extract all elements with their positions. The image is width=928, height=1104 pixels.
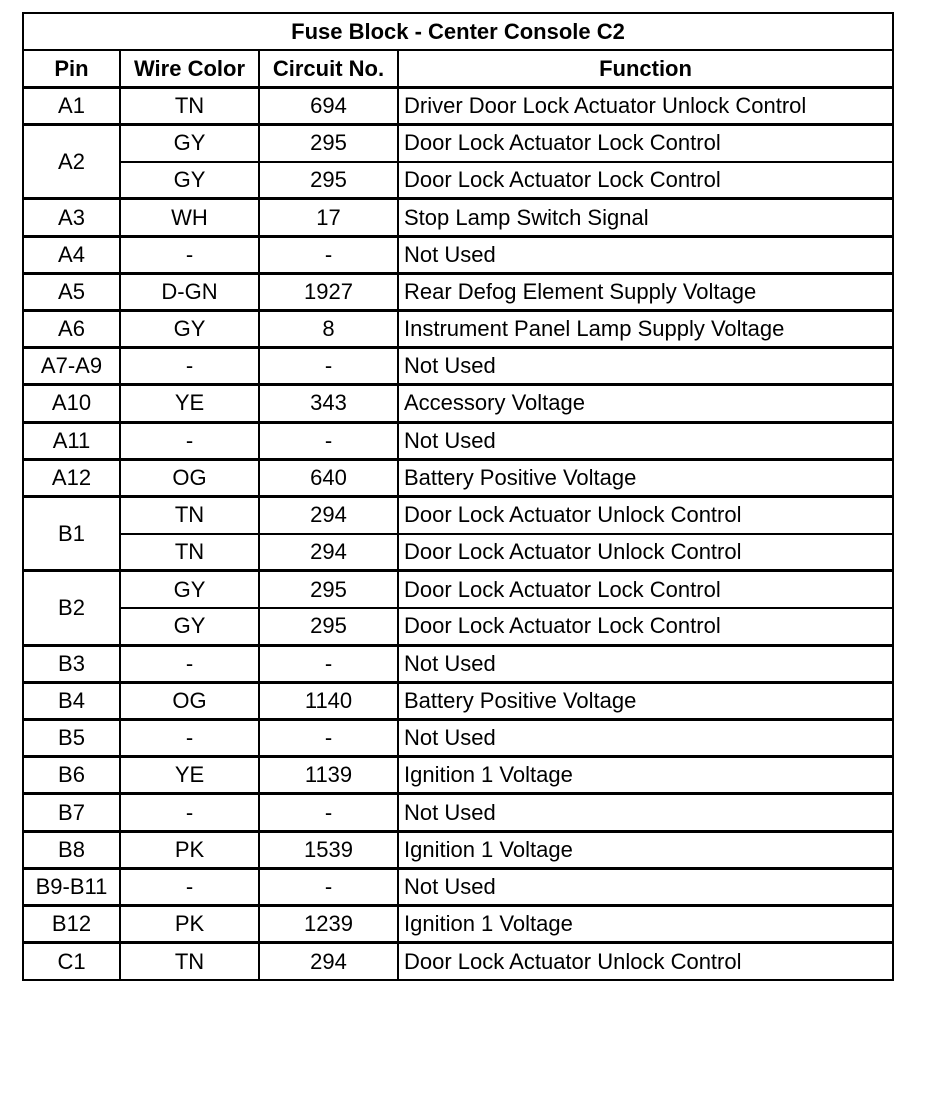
- circuit-no-cell: 294: [259, 943, 398, 980]
- pin-cell: A3: [23, 199, 120, 236]
- table-row: [23, 311, 893, 348]
- table-row: [23, 162, 893, 199]
- wire-color-cell: -: [120, 422, 259, 459]
- table-row: [23, 348, 893, 385]
- function-cell: Instrument Panel Lamp Supply Voltage: [398, 311, 893, 348]
- circuit-no-cell: 295: [259, 125, 398, 162]
- pin-cell: A10: [23, 385, 120, 422]
- circuit-no-cell: 17: [259, 199, 398, 236]
- wire-color-cell: OG: [120, 682, 259, 719]
- function-cell: Not Used: [398, 868, 893, 905]
- function-cell: Not Used: [398, 794, 893, 831]
- pin-cell: A1: [23, 87, 120, 124]
- table-row: [23, 645, 893, 682]
- circuit-no-cell: -: [259, 348, 398, 385]
- pin-cell: B4: [23, 682, 120, 719]
- function-cell: Door Lock Actuator Unlock Control: [398, 534, 893, 571]
- function-cell: Not Used: [398, 720, 893, 757]
- function-cell: Ignition 1 Voltage: [398, 757, 893, 794]
- circuit-no-cell: -: [259, 868, 398, 905]
- function-cell: Door Lock Actuator Unlock Control: [398, 496, 893, 533]
- function-cell: Door Lock Actuator Lock Control: [398, 608, 893, 645]
- wire-color-cell: GY: [120, 125, 259, 162]
- table-title: Fuse Block - Center Console C2: [23, 13, 893, 50]
- circuit-no-cell: 1927: [259, 273, 398, 310]
- circuit-no-cell: 640: [259, 459, 398, 496]
- pin-cell: A7-A9: [23, 348, 120, 385]
- wire-color-cell: TN: [120, 496, 259, 533]
- circuit-no-cell: 8: [259, 311, 398, 348]
- function-cell: Stop Lamp Switch Signal: [398, 199, 893, 236]
- wire-color-cell: -: [120, 645, 259, 682]
- function-cell: Not Used: [398, 645, 893, 682]
- circuit-no-cell: 694: [259, 87, 398, 124]
- circuit-no-cell: -: [259, 422, 398, 459]
- table-row: [23, 868, 893, 905]
- table-row: [23, 720, 893, 757]
- circuit-no-cell: -: [259, 236, 398, 273]
- table-row: [23, 534, 893, 571]
- wire-color-cell: -: [120, 720, 259, 757]
- function-cell: Door Lock Actuator Lock Control: [398, 162, 893, 199]
- table-row: [23, 943, 893, 980]
- table-row: [23, 757, 893, 794]
- pin-cell: A12: [23, 459, 120, 496]
- circuit-no-cell: 1139: [259, 757, 398, 794]
- wire-color-cell: WH: [120, 199, 259, 236]
- wire-color-cell: -: [120, 236, 259, 273]
- table-row: [23, 571, 893, 608]
- header-row: [23, 50, 893, 87]
- wire-color-cell: -: [120, 348, 259, 385]
- table-row: [23, 236, 893, 273]
- circuit-no-cell: 294: [259, 496, 398, 533]
- circuit-no-cell: 295: [259, 162, 398, 199]
- pin-cell: B5: [23, 720, 120, 757]
- pin-cell: A5: [23, 273, 120, 310]
- circuit-no-cell: 1140: [259, 682, 398, 719]
- header-pin: Pin: [23, 50, 120, 87]
- wire-color-cell: -: [120, 794, 259, 831]
- wire-color-cell: TN: [120, 534, 259, 571]
- circuit-no-cell: -: [259, 794, 398, 831]
- pin-cell: B6: [23, 757, 120, 794]
- table-row: [23, 199, 893, 236]
- function-cell: Accessory Voltage: [398, 385, 893, 422]
- circuit-no-cell: 295: [259, 608, 398, 645]
- table-row: [23, 87, 893, 124]
- table-row: [23, 496, 893, 533]
- pin-cell: A4: [23, 236, 120, 273]
- circuit-no-cell: 1539: [259, 831, 398, 868]
- wire-color-cell: D-GN: [120, 273, 259, 310]
- wire-color-cell: GY: [120, 571, 259, 608]
- function-cell: Driver Door Lock Actuator Unlock Control: [398, 87, 893, 124]
- function-cell: Battery Positive Voltage: [398, 682, 893, 719]
- circuit-no-cell: 294: [259, 534, 398, 571]
- pin-cell: B1: [23, 496, 120, 570]
- function-cell: Ignition 1 Voltage: [398, 906, 893, 943]
- header-circuit-no: Circuit No.: [259, 50, 398, 87]
- pin-cell: A2: [23, 125, 120, 199]
- table-row: [23, 385, 893, 422]
- function-cell: Ignition 1 Voltage: [398, 831, 893, 868]
- function-cell: Battery Positive Voltage: [398, 459, 893, 496]
- table-row: [23, 682, 893, 719]
- table-row: [23, 906, 893, 943]
- circuit-no-cell: -: [259, 720, 398, 757]
- wire-color-cell: TN: [120, 943, 259, 980]
- wire-color-cell: PK: [120, 906, 259, 943]
- table-row: [23, 459, 893, 496]
- wire-color-cell: YE: [120, 385, 259, 422]
- pin-cell: C1: [23, 943, 120, 980]
- wire-color-cell: YE: [120, 757, 259, 794]
- pin-cell: B8: [23, 831, 120, 868]
- function-cell: Not Used: [398, 236, 893, 273]
- table-row: [23, 831, 893, 868]
- table-body: [23, 87, 893, 980]
- function-cell: Not Used: [398, 422, 893, 459]
- wire-color-cell: TN: [120, 87, 259, 124]
- function-cell: Rear Defog Element Supply Voltage: [398, 273, 893, 310]
- wire-color-cell: GY: [120, 311, 259, 348]
- circuit-no-cell: 295: [259, 571, 398, 608]
- pin-cell: B7: [23, 794, 120, 831]
- pin-cell: B9-B11: [23, 868, 120, 905]
- table-row: [23, 608, 893, 645]
- header-function: Function: [398, 50, 893, 87]
- wire-color-cell: GY: [120, 162, 259, 199]
- function-cell: Door Lock Actuator Unlock Control: [398, 943, 893, 980]
- pin-cell: B3: [23, 645, 120, 682]
- pin-cell: A6: [23, 311, 120, 348]
- header-wire-color: Wire Color: [120, 50, 259, 87]
- wire-color-cell: GY: [120, 608, 259, 645]
- circuit-no-cell: 343: [259, 385, 398, 422]
- pin-cell: B2: [23, 571, 120, 645]
- table-row: [23, 794, 893, 831]
- circuit-no-cell: 1239: [259, 906, 398, 943]
- wire-color-cell: PK: [120, 831, 259, 868]
- pin-cell: B12: [23, 906, 120, 943]
- fuse-block-table: [22, 12, 894, 981]
- table-row: [23, 273, 893, 310]
- wire-color-cell: OG: [120, 459, 259, 496]
- table-row: [23, 422, 893, 459]
- function-cell: Door Lock Actuator Lock Control: [398, 125, 893, 162]
- table-row: [23, 125, 893, 162]
- circuit-no-cell: -: [259, 645, 398, 682]
- pin-cell: A11: [23, 422, 120, 459]
- function-cell: Not Used: [398, 348, 893, 385]
- wire-color-cell: -: [120, 868, 259, 905]
- function-cell: Door Lock Actuator Lock Control: [398, 571, 893, 608]
